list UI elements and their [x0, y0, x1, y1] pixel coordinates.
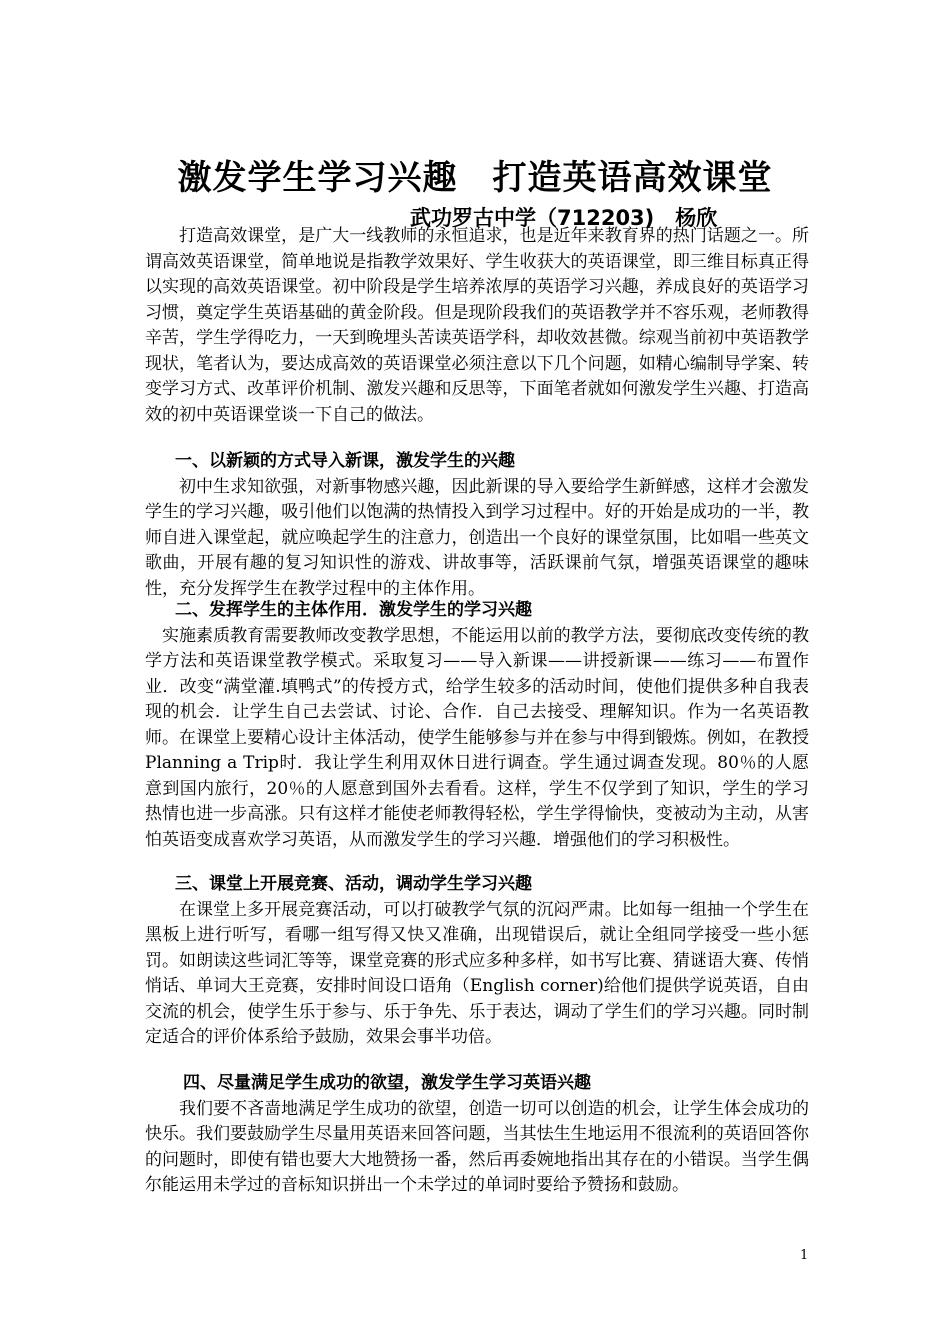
section-paragraph: 初中生求知欲强，对新事物感兴趣，因此新课的导入要给学生新鲜感，这样才会激发学生的学习兴趣，吸引他们以饱满的热情投入到学习过程中。好的开始是成功的一半，教师自进入课堂起，就应唤起学生的注意力，创造出一个良好的课堂氛围，比如唱一些英文歌曲，开展有趣的复习知识性的游戏、讲故事等，活跃课前气氛，增强英语课堂的趣味性，充分发挥学生在教学过程中的主体作用。 [145, 476, 809, 599]
section-2 [145, 598, 809, 853]
section-heading: 二、发挥学生的主体作用．激发学生的学习兴趣 [175, 600, 532, 620]
author-line: 武功罗古中学（712203) 杨欣 [410, 206, 718, 230]
page-number: 1 [800, 1248, 809, 1263]
section-3 [145, 872, 809, 1051]
intro-paragraph: 打造高效课堂，是广大一线教师的永恒追求，也是近年来教育界的热门话题之一。所谓高效英语课堂，简单地说是指教学效果好、学生收获大的英语课堂，即三维目标真正得以实现的高效英语课堂。初中阶段是学生培养浓厚的英语学习兴趣，养成良好的英语学习习惯，奠定学生英语基础的黄金阶段。但是现阶段我们的英语教学并不容乐观，老师教得辛苦，学生学得吃力，一天到晚埋头苦读英语学科，却收效甚微。综观当前初中英语教学现状，笔者认为，要达成高效的英语课堂必须注意以下几个问题，如精心编制导学案、转变学习方式、改革评价机制、激发兴趣和反思等，下面笔者就如何激发学生兴趣、打造高效的初中英语课堂谈一下自己的做法。 [145, 226, 809, 425]
section-heading: 三、课堂上开展竞赛、活动，调动学生学习兴趣 [175, 874, 532, 894]
section-paragraph: 我们要不吝啬地满足学生成功的欲望，创造一切可以创造的机会，让学生体会成功的快乐。我们要鼓励学生尽量用英语来回答问题，当其怯生生地运用不很流利的英语回答你的问题时，即使有错也要大大地赞扬一番，然后再委婉地指出其存在的小错误。当学生偶尔能运用未学过的音标知识拼出一个未学过的单词时要给予赞扬和鼓励。 [145, 1098, 809, 1195]
document-title: 激发学生学习兴趣 打造英语高效课堂 [177, 158, 773, 198]
section-heading: 一、以新颖的方式导入新课，激发学生的兴趣 [175, 451, 515, 471]
section-paragraph: 实施素质教育需要教师改变教学思想，不能运用以前的教学方法，要彻底改变传统的教学方法和英语课堂教学模式。采取复习——导入新课——讲授新课——练习——布置作业．改变“满堂灌.填鸭式”的传授方式，给学生较多的活动时间，使他们提供多种自我表现的机会．让学生自己去尝试、讨论、合作．自己去接受、理解知识。作为一名英语教师。在课堂上要精心设计主体活动，使学生能够参与并在参与中得到锻炼。例如，在教授Planning a Trip时．我让学生利用双休日进行调查。学生通过调查发现。80％的人愿意到国内旅行，20％的人愿意到国外去看看。这样，学生不仅学到了知识，学生的学习热情也进一步高涨。只有这样才能使老师教得轻松，学生学得愉快，变被动为主动，从害怕英语变成喜欢学习英语，从而激发学生的学习兴趣．增强他们的学习积极性。 [145, 625, 809, 850]
intro-block [145, 224, 809, 428]
section-4 [145, 1071, 809, 1199]
section-heading: 四、尽量满足学生成功的欲望，激发学生学习英语兴趣 [183, 1073, 591, 1093]
section-1 [145, 449, 809, 602]
section-paragraph: 在课堂上多开展竞赛活动，可以打破教学气氛的沉闷严肃。比如每一组抽一个学生在黑板上进行听写，看哪一组写得又快又准确，出现错误后，就让全组同学接受一些小惩罚。如朗读这些词汇等等，课堂竞赛的形式应多种多样，如书写比赛、猜谜语大赛、传悄悄话、单词大王竞赛，安排时间设口语角（English corner)给他们提供学说英语，自由交流的机会，使学生乐于参与、乐于争先、乐于表达，调动了学生们的学习兴趣。同时制定适合的评价体系给予鼓励，效果会事半功倍。 [145, 899, 809, 1047]
